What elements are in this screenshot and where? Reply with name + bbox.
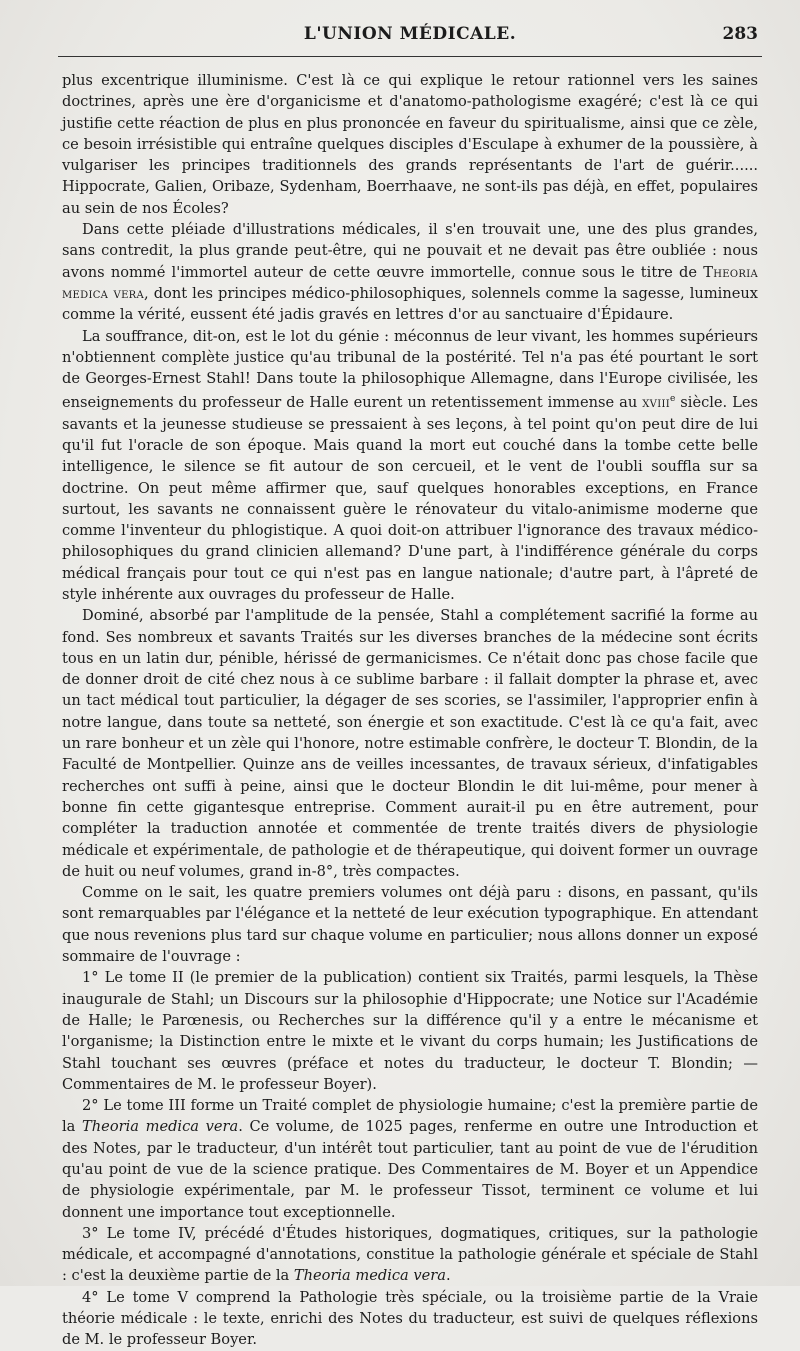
paragraph (62, 326, 758, 606)
running-title: L'UNION MÉDICALE. (303, 24, 517, 44)
text-run: 2° Le tome III forme un Traité complet de physiologie humaine; c'est la première partie de la (62, 1097, 758, 1136)
text-run: La souffrance, dit-on, est le lot du génie : méconnus de leur vivant, les hommes supérieurs n'obtiennent complète justice qu'au tribunal de la postérité. Tel n'a pas été pourtant le sort de Georges-Ernest Stahl! Dans toute la philosophique Allemagne, dans l'Europe civilisée, les enseignements du professeur de Halle eurent un retentissement immense au (62, 327, 758, 412)
text-run: 1° Le tome II (le premier de la publication) contient six Traités, parmi lesquels, la Thèse inaugurale de Stahl; un Discours sur la philosophie d'Hippocrate; une Notice sur l'Académie de Halle; le Parœnesis, ou Recherches sur la différence qu'il y a entre le mécanisme et l'organisme; la Distinction entre le mixte et le vivant du corps humain; les Justifications de Stahl touchant ses œuvres (préface et notes du traducteur, le docteur T. Blondin; — Commentaires de M. le professeur Boyer). (62, 969, 758, 1093)
text-run: Dans cette pléiade d'illustrations médicales, il s'en trouvait une, une des plus grandes, sans contredit, la plus grande peut-être, qui ne pouvait et ne devait pas être oubliée : nous avons nommé l'immortel auteur de cette œuvre immortelle, connue sous le titre de (62, 221, 758, 281)
paragraph (62, 70, 758, 219)
text-run: Theoria medica vera (62, 263, 758, 302)
text-run: e (669, 394, 676, 405)
paragraph (62, 1095, 758, 1223)
page-header (62, 18, 758, 50)
body-text (62, 70, 758, 1351)
paragraph (62, 605, 758, 882)
paragraph (62, 882, 758, 967)
paragraph (62, 219, 758, 325)
paragraph (62, 967, 758, 1095)
text-run: 4° Le tome V comprend la Pathologie très spéciale, ou la troisième partie de la Vraie théorie médicale : le texte, enrichi des Notes du traducteur, est suivi de quelques réflexions de M. le professeur Boyer. (62, 1288, 758, 1349)
page-number: 283 (722, 24, 758, 44)
text-run: Theoria medica vera (82, 1118, 239, 1136)
text-run: . Ce volume, de 1025 pages, renferme en outre une Introduction et des Notes, par le traducteur, d'un intérêt tout particulier, tant au point de vue de l'érudition qu'au point de vue de la science pratique. Des Commentaires de M. Boyer et un Appendice de physiologie expérimentale, par M. le professeur Tissot, terminent ce volume et lui donnent une importance tout exceptionnelle. (62, 1118, 758, 1221)
text-run: . (445, 1267, 451, 1285)
paragraph (62, 1287, 758, 1351)
text-run: Theoria medica vera (293, 1267, 446, 1285)
text-run: siècle. Les savants et la jeunesse studieuse se pressaient à ses leçons, à tel point qu'on peut dire de lui qu'il fut l'oracle de son époque. Mais quand la mort eut couché dans la tombe cette belle intelligence, le silence se fit autour de son cercueil, et le vent de l'oubli souffla sur sa doctrine. On peut même affirmer que, sauf quelques honorables exceptions, en France surtout, les savants ne connaissent guère le rénovateur du vitalo-animisme moderne que comme l'inventeur du phlogistique. A quoi doit-on attribuer l'ignorance des travaux médico-philosophiques du grand clinicien allemand? D'une part, à l'indifférence générale du corps médical français pour tout ce qui n'est pas en langue nationale; d'autre part, à l'âpreté de style inhérente aux ouvrages du professeur de Halle. (62, 394, 758, 603)
text-run: , dont les principes médico-philosophiques, solennels comme la sagesse, lumineux comme la vérité, eussent été jadis gravés en lettres d'or au sanctuaire d'Épidaure. (62, 284, 758, 324)
header-rule (58, 56, 762, 57)
text-run: xviii (642, 394, 670, 412)
paragraph (62, 1223, 758, 1287)
text-run: 3° Le tome IV, précédé d'Études historiques, dogmatiques, critiques, sur la pathologie médicale, et accompagné d'annotations, constitue la pathologie générale et spéciale de Stahl : c'est la deuxième partie de la (62, 1224, 758, 1285)
text-run: plus excentrique illuminisme. C'est là ce qui explique le retour rationnel vers les saines doctrines, après une ère d'organicisme et d'anatomo-pathologisme exagéré; c'est là ce qui justifie cette réaction de plus en plus prononcée en faveur du spiritualisme, ainsi que ce zèle, ce besoin irrésistible qui entraîne quelques disciples d'Esculape à exhumer de la poussière, à vulgariser les principes traditionnels des grands représentants de l'art de guérir...... Hippocrate, Galien, Oribaze, Sydenham, Boerrhaave, ne sont-ils pas déjà, en effet, populaires au sein de nos Écoles? (62, 72, 758, 217)
text-run: Comme on le sait, les quatre premiers volumes ont déjà paru : disons, en passant, qu'ils sont remarquables par l'élégance et la netteté de leur exécution typographique. En attendant que nous revenions plus tard sur chaque volume en particulier; nous allons donner un exposé sommaire de l'ouvrage : (62, 884, 758, 966)
text-run: Dominé, absorbé par l'amplitude de la pensée, Stahl a complétement sacrifié la forme au fond. Ses nombreux et savants Traités sur les diverses branches de la médecine sont écrits tous en un latin dur, pénible, hérissé de germanicismes. Ce n'était donc pas chose facile que de donner droit de cité chez nous à ce sublime barbare : il fallait dompter la phrase et, avec un tact médical tout particulier, la dégager de ses scories, se l'assimiler, l'approprier enfin à notre langue, dans toute sa netteté, son énergie et son exactitude. C'est là ce qu'a fait, avec un rare bonheur et un zèle qui l'honore, notre estimable confrère, le docteur T. Blondin, de la Faculté de Montpellier. Quinze ans de veilles incessantes, de travaux sérieux, d'infatigables recherches ont suffi à peine, ainsi que le docteur Blondin le dit lui-même, pour mener à bonne fin cette gigantesque entreprise. Comment aurait-il pu en être autrement, pour compléter la traduction annotée et commentée de trente traités divers de physiologie médicale et expérimentale, de pathologie et de thérapeutique, qui doivent former un ouvrage de huit ou neuf volumes, grand in-8°, très compactes. (62, 607, 758, 880)
